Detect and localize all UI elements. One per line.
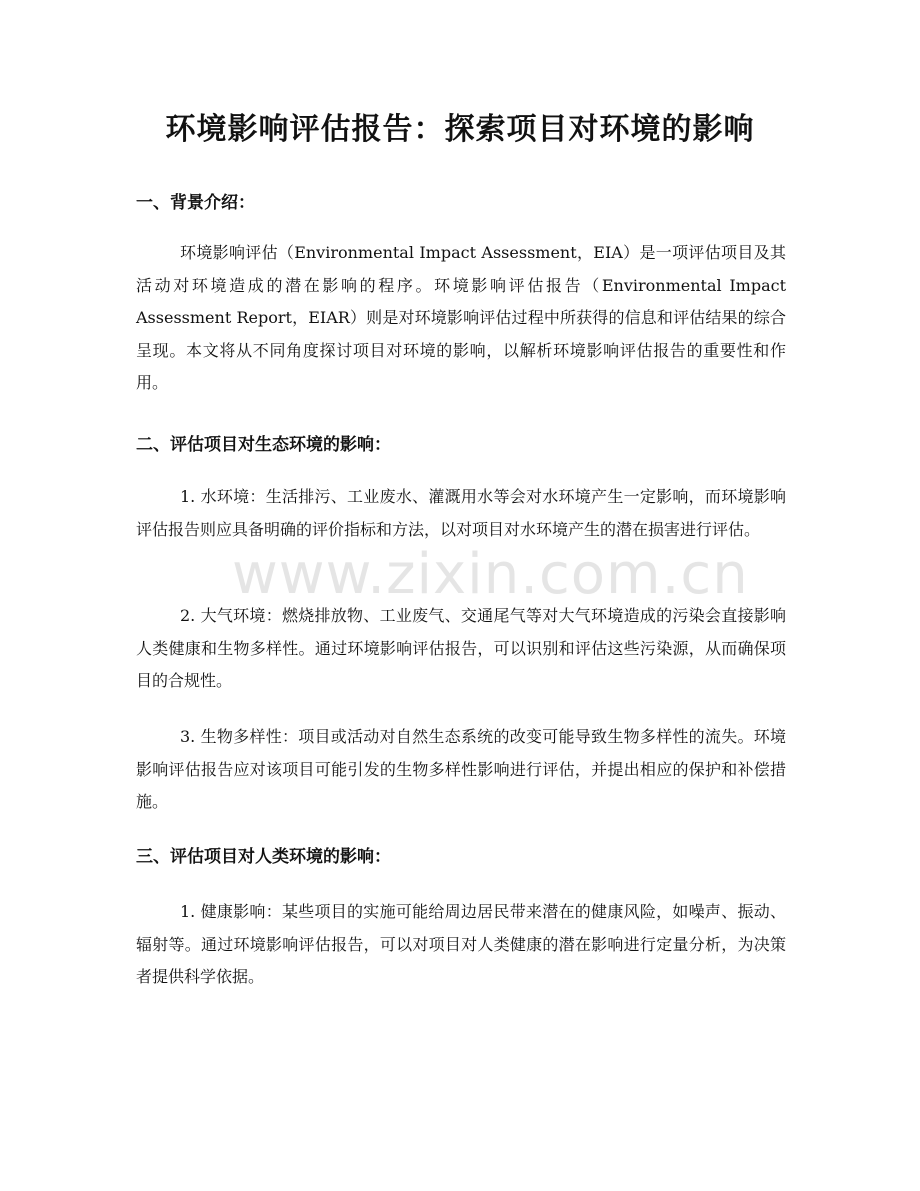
paragraph-health-impact: 1. 健康影响：某些项目的实施可能给周边居民带来潜在的健康风险，如噪声、振动、辐射等。通过环境影响评估报告，可以对项目对人类健康的潜在影响进行定量分析，为决策者提供科学依据。 (136, 902, 786, 986)
section-heading-background: 一、背景介绍： (136, 193, 255, 213)
paragraph-background: 环境影响评估（Environmental Impact Assessment，EIA）是一项评估项目及其活动对环境造成的潜在影响的程序。环境影响评估报告（Environmental Impact Assessment Report，EIAR）则是对环境影响评估过程中所获得的信息和评估结果的综合呈现。本文将从不同角度探讨项目对环境的影响，以解析环境影响评估报告的重要性和作用。 (136, 243, 786, 392)
watermark: www.zixin.com.cn (232, 542, 749, 607)
document-title: 环境影响评估报告：探索项目对环境的影响 (165, 112, 755, 147)
section-heading-ecological: 二、评估项目对生态环境的影响： (136, 435, 391, 455)
paragraph-air-environment: 2. 大气环境：燃烧排放物、工业废气、交通尾气等对大气环境造成的污染会直接影响人类健康和生物多样性。通过环境影响评估报告，可以识别和评估这些污染源，从而确保项目的合规性。 (136, 606, 786, 690)
paragraph-biodiversity: 3. 生物多样性：项目或活动对自然生态系统的改变可能导致生物多样性的流失。环境影响评估报告应对该项目可能引发的生物多样性影响进行评估，并提出相应的保护和补偿措施。 (136, 727, 786, 811)
paragraph-water-environment: 1. 水环境：生活排污、工业废水、灌溉用水等会对水环境产生一定影响，而环境影响评估报告则应具备明确的评价指标和方法，以对项目对水环境产生的潜在损害进行评估。 (136, 487, 786, 539)
section-heading-human: 三、评估项目对人类环境的影响： (136, 847, 391, 867)
